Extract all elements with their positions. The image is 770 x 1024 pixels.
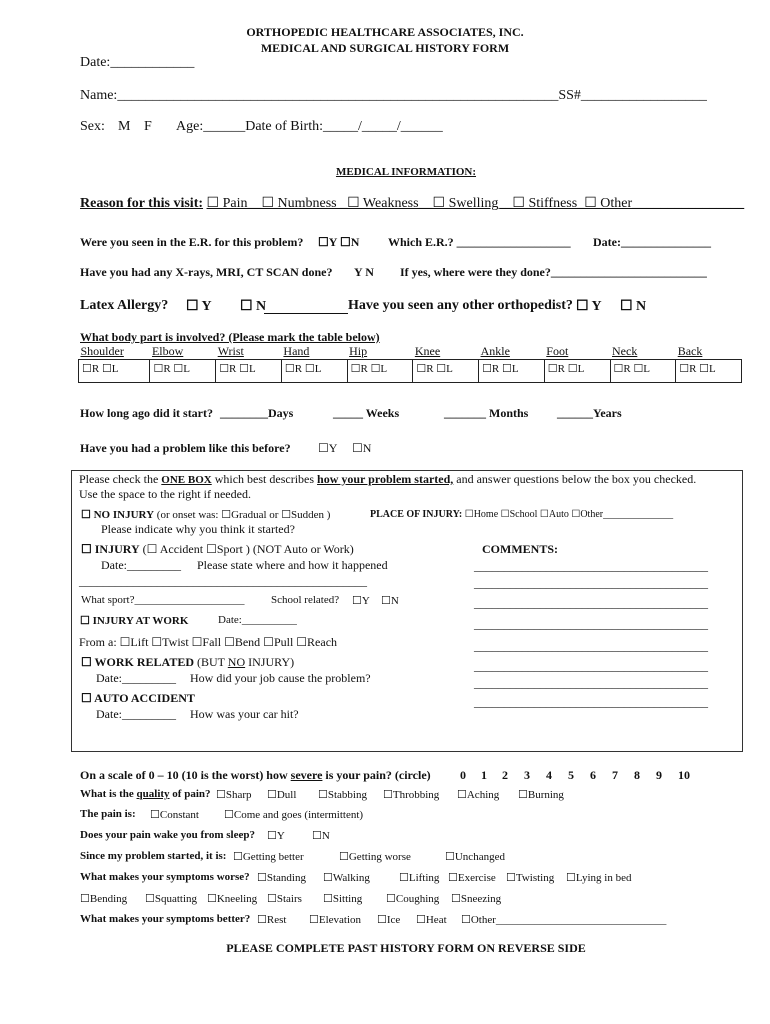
bp-knee: Knee xyxy=(413,344,479,360)
school-no[interactable]: ☐N xyxy=(381,595,399,607)
bp-back: Back xyxy=(676,344,742,360)
pain-is-label: The pain is: xyxy=(80,808,136,820)
comment-line-6[interactable]: _______________________________________ xyxy=(474,676,708,690)
pain-scale-num-1[interactable]: 1 xyxy=(481,768,487,782)
school-yes[interactable]: ☐Y xyxy=(352,595,370,607)
worse-option-b-1[interactable]: ☐Squatting xyxy=(145,893,198,905)
bp-wrist: Wrist xyxy=(216,344,282,360)
injury-type-options[interactable]: (☐ Accident ☐Sport ) (NOT Auto or Work) xyxy=(142,542,354,556)
reason-label: Reason for this visit: xyxy=(80,196,204,211)
footer-note: PLEASE COMPLETE PAST HISTORY FORM ON REVERSE SIDE xyxy=(226,941,586,955)
bp-hand-rl[interactable]: ☐R ☐L xyxy=(281,360,347,383)
xray-yn[interactable]: Y N xyxy=(354,265,374,279)
other-ortho-yes[interactable]: ☐ Y xyxy=(576,299,602,314)
body-part-question: What body part is involved? (Please mark the table below) xyxy=(80,330,380,344)
worse-option-a-2[interactable]: ☐Lifting xyxy=(399,872,440,884)
bp-knee-rl[interactable]: ☐R ☐L xyxy=(413,360,479,383)
comment-line-2[interactable]: _______________________________________ xyxy=(474,596,708,610)
auto-accident-option[interactable]: ☐ AUTO ACCIDENT xyxy=(81,691,195,705)
worse-option-a-3[interactable]: ☐Exercise xyxy=(448,872,496,884)
work-related-row xyxy=(81,655,294,670)
bp-hip: Hip xyxy=(347,344,413,360)
worse-option-b-3[interactable]: ☐Stairs xyxy=(267,893,302,905)
better-option-4[interactable]: ☐Other_______________________________ xyxy=(461,914,667,926)
bp-foot-rl[interactable]: ☐R ☐L xyxy=(544,360,610,383)
pain-scale-num-5[interactable]: 5 xyxy=(568,768,574,782)
worse-option-a-1[interactable]: ☐Walking xyxy=(323,872,370,884)
worse-option-a-4[interactable]: ☐Twisting xyxy=(506,872,555,884)
quality-option-2[interactable]: ☐Stabbing xyxy=(318,789,367,801)
school-related-label: School related? xyxy=(271,594,340,606)
bp-foot: Foot xyxy=(544,344,610,360)
age-dob-field[interactable]: Age:______Date of Birth:_____/_____/______ xyxy=(176,119,443,134)
comment-line-4[interactable]: _______________________________________ xyxy=(474,639,708,653)
since-option-1[interactable]: ☐Getting worse xyxy=(339,851,411,863)
since-option-0[interactable]: ☐Getting better xyxy=(233,851,304,863)
date-field[interactable]: Date:____________ xyxy=(80,55,195,70)
worse-option-b-0[interactable]: ☐Bending xyxy=(80,893,128,905)
better-option-2[interactable]: ☐Ice xyxy=(377,914,401,926)
pain-scale-num-8[interactable]: 8 xyxy=(634,768,640,782)
pain-scale-num-2[interactable]: 2 xyxy=(502,768,508,782)
quality-b: of pain? xyxy=(169,788,211,800)
duration-months[interactable]: _______ Months xyxy=(444,406,529,420)
wake-yes[interactable]: ☐Y xyxy=(267,830,285,842)
bp-wrist-rl[interactable]: ☐R ☐L xyxy=(216,360,282,383)
pain-constant-option[interactable]: ☐Constant xyxy=(150,809,199,821)
bp-shoulder-rl[interactable]: ☐R ☐L xyxy=(79,360,150,383)
prior-question: Have you had a problem like this before? xyxy=(80,441,291,455)
duration-years[interactable]: ______Years xyxy=(557,406,622,420)
quality-u: quality xyxy=(136,788,170,800)
worse-option-b-6[interactable]: ☐Sneezing xyxy=(451,893,502,905)
wake-question: Does your pain wake you from sleep? xyxy=(80,829,255,841)
box-intro-b: which best describes xyxy=(211,472,318,486)
quality-option-5[interactable]: ☐Burning xyxy=(518,789,564,801)
bp-ankle-rl[interactable]: ☐R ☐L xyxy=(479,360,545,383)
duration-label: How long ago did it start? xyxy=(80,406,214,420)
latex-yes[interactable]: ☐ Y xyxy=(186,299,212,314)
body-part-table xyxy=(78,344,742,383)
bp-shoulder: Shoulder xyxy=(79,344,150,360)
auto-date-field[interactable]: Date:_________ xyxy=(96,707,176,721)
box-intro-how: how your problem started, xyxy=(317,472,454,486)
prior-no[interactable]: ☐N xyxy=(352,441,372,455)
box-instructions-2: Use the space to the right if needed. xyxy=(79,487,251,501)
name-ss-field[interactable]: Name:_______________________________________________________________SS#__________________ xyxy=(80,88,707,103)
medical-info-heading: MEDICAL INFORMATION: xyxy=(335,166,477,178)
no-injury-row xyxy=(81,508,330,521)
bp-hip-rl[interactable]: ☐R ☐L xyxy=(347,360,413,383)
er-yn[interactable]: ☐Y ☐N xyxy=(318,235,360,249)
comment-line-3[interactable]: _______________________________________ xyxy=(474,617,708,631)
er-date-field[interactable]: Date:_______________ xyxy=(593,235,711,249)
worse-option-a-0[interactable]: ☐Standing xyxy=(257,872,306,884)
bp-ankle: Ankle xyxy=(479,344,545,360)
latex-underline xyxy=(264,313,348,314)
duration-weeks[interactable]: _____ Weeks xyxy=(333,406,400,420)
box-instructions xyxy=(79,472,696,487)
er-which-field[interactable]: Which E.R.? ___________________ xyxy=(388,235,571,249)
worse-option-a-5[interactable]: ☐Lying in bed xyxy=(566,872,632,884)
quality-option-4[interactable]: ☐Aching xyxy=(457,789,500,801)
work-related-date-field[interactable]: Date:_________ xyxy=(96,671,176,685)
comment-line-5[interactable]: _______________________________________ xyxy=(474,659,708,673)
bp-back-rl[interactable]: ☐R ☐L xyxy=(676,360,742,383)
bp-neck-rl[interactable]: ☐R ☐L xyxy=(610,360,676,383)
place-options[interactable]: ☐Home ☐School ☐Auto ☐Other______________ xyxy=(464,509,674,520)
but-a: (BUT xyxy=(197,655,228,669)
worse-question: What makes your symptoms worse? xyxy=(80,871,250,883)
duration-days[interactable]: ________Days xyxy=(220,406,294,420)
comment-line-1[interactable]: _______________________________________ xyxy=(474,576,708,590)
pain-scale-num-7[interactable]: 7 xyxy=(612,768,618,782)
work-date-field[interactable]: Date:__________ xyxy=(218,614,297,626)
better-option-1[interactable]: ☐Elevation xyxy=(309,914,362,926)
since-option-2[interactable]: ☐Unchanged xyxy=(445,851,505,863)
injury-date-field[interactable]: Date:_________ xyxy=(101,558,181,572)
xray-question: Have you had any X-rays, MRI, CT SCAN done? xyxy=(80,265,333,279)
comment-line-7[interactable]: _______________________________________ xyxy=(474,695,708,709)
better-option-0[interactable]: ☐Rest xyxy=(257,914,287,926)
box-intro-c: and answer questions below the box you checked. xyxy=(453,472,697,486)
pain-scale-num-6[interactable]: 6 xyxy=(590,768,596,782)
worse-option-b-4[interactable]: ☐Sitting xyxy=(323,893,363,905)
better-option-3[interactable]: ☐Heat xyxy=(416,914,447,926)
comments-heading: COMMENTS: xyxy=(482,542,558,556)
latex-label: Latex Allergy? xyxy=(80,298,169,313)
but-no: NO xyxy=(227,655,246,669)
better-question: What makes your symptoms better? xyxy=(80,913,251,925)
worse-option-b-2[interactable]: ☐Kneeling xyxy=(207,893,258,905)
what-sport-field[interactable]: What sport?____________________ xyxy=(81,594,245,606)
auto-how: How was your car hit? xyxy=(190,707,299,721)
bp-elbow-rl[interactable]: ☐R ☐L xyxy=(150,360,216,383)
other-ortho-no[interactable]: ☐ N xyxy=(620,299,647,314)
injury-option[interactable]: ☐ INJURY xyxy=(81,542,140,556)
injury-row xyxy=(81,542,354,557)
work-cause-options[interactable]: From a: ☐Lift ☐Twist ☐Fall ☐Bend ☐Pull ☐Reach xyxy=(79,635,338,649)
quality-option-1[interactable]: ☐Dull xyxy=(267,789,297,801)
sex-f-option[interactable]: F xyxy=(144,119,152,134)
sex-m-option[interactable]: M xyxy=(118,119,131,134)
place-label: PLACE OF INJURY: xyxy=(370,509,463,520)
pain-scale-num-9[interactable]: 9 xyxy=(656,768,662,782)
bp-hand: Hand xyxy=(281,344,347,360)
quality-a: What is the xyxy=(80,788,137,800)
pain-intermittent-option[interactable]: ☐Come and goes (intermittent) xyxy=(224,809,364,821)
quality-question xyxy=(80,788,211,800)
sex-label: Sex: xyxy=(80,119,105,134)
pain-scale-severe: severe xyxy=(290,768,323,782)
no-injury-why: Please indicate why you think it started? xyxy=(101,522,295,536)
pain-scale-a: On a scale of 0 – 10 (10 is the worst) how xyxy=(80,768,291,782)
pain-scale-num-10[interactable]: 10 xyxy=(678,768,690,782)
xray-where-field[interactable]: If yes, where were they done?__________________________ xyxy=(400,265,707,279)
er-question: Were you seen in the E.R. for this problem? xyxy=(80,235,304,249)
latex-no[interactable]: ☐ N xyxy=(240,299,267,314)
org-name: ORTHOPEDIC HEALTHCARE ASSOCIATES, INC. xyxy=(246,25,524,39)
form-title: MEDICAL AND SURGICAL HISTORY FORM xyxy=(260,41,510,55)
work-related-option[interactable]: ☐ WORK RELATED xyxy=(81,655,194,669)
other-ortho-question: Have you seen any other orthopedist? xyxy=(348,298,573,313)
work-related-how: How did your job cause the problem? xyxy=(190,671,371,685)
prior-yes[interactable]: ☐Y xyxy=(318,441,338,455)
box-intro-one-box: ONE BOX xyxy=(161,474,212,486)
no-injury-option[interactable]: ☐ NO INJURY xyxy=(81,509,155,521)
bp-elbow: Elbow xyxy=(150,344,216,360)
pain-scale-question xyxy=(80,768,431,783)
comment-line-0[interactable]: _______________________________________ xyxy=(474,559,708,573)
bp-neck: Neck xyxy=(610,344,676,360)
worse-option-b-5[interactable]: ☐Coughing xyxy=(386,893,440,905)
box-intro-a: Please check the xyxy=(79,472,162,486)
reason-options[interactable]: ☐ Pain__☐ Numbness _☐ Weakness__☐ Swelling__☐ Stiffness_☐ Other________________ xyxy=(206,196,745,211)
but-b: INJURY) xyxy=(245,655,295,669)
reason-row xyxy=(80,195,744,212)
since-question: Since my problem started, it is: xyxy=(80,850,227,862)
pain-scale-num-3[interactable]: 3 xyxy=(524,768,530,782)
onset-options[interactable]: (or onset was: ☐Gradual or ☐Sudden ) xyxy=(156,509,331,521)
pain-scale-b: is your pain? (circle) xyxy=(322,768,431,782)
injury-where-prompt: Please state where and how it happened xyxy=(197,558,388,572)
injury-where-line[interactable]: ________________________________________________ xyxy=(79,574,367,588)
pain-scale-num-4[interactable]: 4 xyxy=(546,768,552,782)
wake-no[interactable]: ☐N xyxy=(312,830,330,842)
injury-at-work-option[interactable]: ☐ INJURY AT WORK xyxy=(80,615,189,627)
pain-scale-num-0[interactable]: 0 xyxy=(460,768,466,782)
quality-option-0[interactable]: ☐Sharp xyxy=(216,789,252,801)
place-of-injury-row xyxy=(370,509,673,520)
quality-option-3[interactable]: ☐Throbbing xyxy=(383,789,440,801)
